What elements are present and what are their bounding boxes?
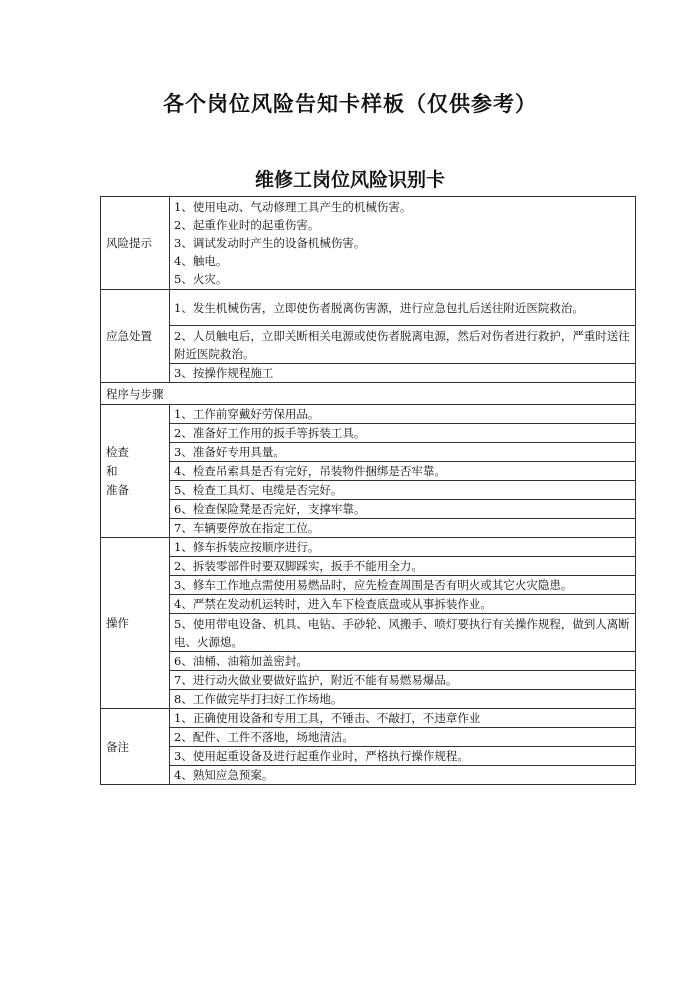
list-item: 8、工作做完毕打扫好工作场地。 — [170, 690, 636, 709]
list-item: 3、修车工作地点需使用易燃品时，应先检查周围是否有明火或其它火灾隐患。 — [170, 576, 636, 595]
list-item: 2、起重作业时的起重伤害。 — [174, 218, 320, 232]
list-item: 1、工作前穿戴好劳保用品。 — [170, 405, 636, 424]
remarks-row-2 — [101, 728, 636, 747]
operation-row-3 — [101, 576, 636, 595]
operation-row-2 — [101, 557, 636, 576]
risk-row — [101, 197, 636, 290]
list-item: 2、准备好工作用的扳手等拆装工具。 — [170, 424, 636, 443]
list-item: 5、火灾。 — [174, 272, 228, 286]
operation-row-1 — [101, 538, 636, 557]
list-item: 1、发生机械伤害，立即使伤者脱离伤害源，进行应急包扎后送往附近医院救治。 — [170, 290, 636, 326]
list-item: 4、严禁在发动机运转时，进入车下检查底盘或从事拆装作业。 — [170, 595, 636, 614]
emergency-row-2 — [101, 326, 636, 364]
check-row-1 — [101, 405, 636, 424]
list-item: 6、油桶、油箱加盖密封。 — [170, 652, 636, 671]
list-item: 4、触电。 — [174, 254, 228, 268]
check-label-line: 和 — [106, 463, 118, 478]
emergency-row-1 — [101, 290, 636, 326]
list-item: 3、按操作规程施工 — [170, 364, 636, 383]
check-row-6 — [101, 500, 636, 519]
list-item: 6、检查保险凳是否完好，支撑牢靠。 — [170, 500, 636, 519]
list-item: 3、准备好专用具量。 — [170, 443, 636, 462]
check-row-7 — [101, 519, 636, 538]
remarks-row-4 — [101, 766, 636, 785]
remarks-label: 备注 — [101, 709, 170, 785]
list-item: 1、修车拆装应按顺序进行。 — [170, 538, 636, 557]
procedure-label: 程序与步骤 — [101, 383, 636, 405]
remarks-row-1 — [101, 709, 636, 728]
operation-row-7 — [101, 671, 636, 690]
list-item: 5、使用带电设备、机具、电钻、手砂轮、风搬手、喷灯要执行有关操作规程，做到人离断电、火源熄。 — [170, 614, 636, 652]
document-title: 各个岗位风险告知卡样板（仅供参考） — [163, 91, 537, 116]
operation-row-4 — [101, 595, 636, 614]
list-item: 3、调试发动时产生的设备机械伤害。 — [174, 236, 366, 250]
risk-label: 风险提示 — [101, 197, 170, 290]
check-row-4 — [101, 462, 636, 481]
remarks-row-3 — [101, 747, 636, 766]
list-item: 2、人员触电后，立即关断相关电源或使伤者脱离电源，然后对伤者进行救护，严重时送往附近医院救治。 — [170, 326, 636, 364]
list-item: 4、熟知应急预案。 — [170, 766, 636, 785]
check-row-3 — [101, 443, 636, 462]
list-item: 1、使用电动、气动修理工具产生的机械伤害。 — [174, 200, 412, 214]
check-label — [101, 405, 170, 538]
list-item: 3、使用起重设备及进行起重作业时，严格执行操作规程。 — [170, 747, 636, 766]
check-label-line: 准备 — [106, 482, 129, 497]
procedure-row — [101, 383, 636, 405]
risk-card-table — [100, 196, 636, 785]
operation-row-5 — [101, 614, 636, 652]
list-item: 1、正确使用设备和专用工具，不锤击、不敲打，不违章作业 — [170, 709, 636, 728]
operation-row-6 — [101, 652, 636, 671]
check-row-5 — [101, 481, 636, 500]
list-item: 4、检查吊索具是否有完好，吊装物件捆绑是否牢靠。 — [170, 462, 636, 481]
list-item: 2、配件、工件不落地，场地清洁。 — [170, 728, 636, 747]
check-label-line: 检查 — [106, 444, 129, 459]
operation-row-8 — [101, 690, 636, 709]
list-item: 7、进行动火做业要做好监护，附近不能有易燃易爆品。 — [170, 671, 636, 690]
risk-items — [170, 197, 636, 290]
list-item: 7、车辆要停放在指定工位。 — [170, 519, 636, 538]
list-item: 5、检查工具灯、电缆是否完好。 — [170, 481, 636, 500]
operation-label: 操作 — [101, 538, 170, 709]
check-row-2 — [101, 424, 636, 443]
emergency-row-3 — [101, 364, 636, 383]
card-title: 维修工岗位风险识别卡 — [254, 169, 445, 191]
list-item: 2、拆装零部件时要双脚踩实，扳手不能用全力。 — [170, 557, 636, 576]
emergency-label: 应急处置 — [101, 290, 170, 383]
